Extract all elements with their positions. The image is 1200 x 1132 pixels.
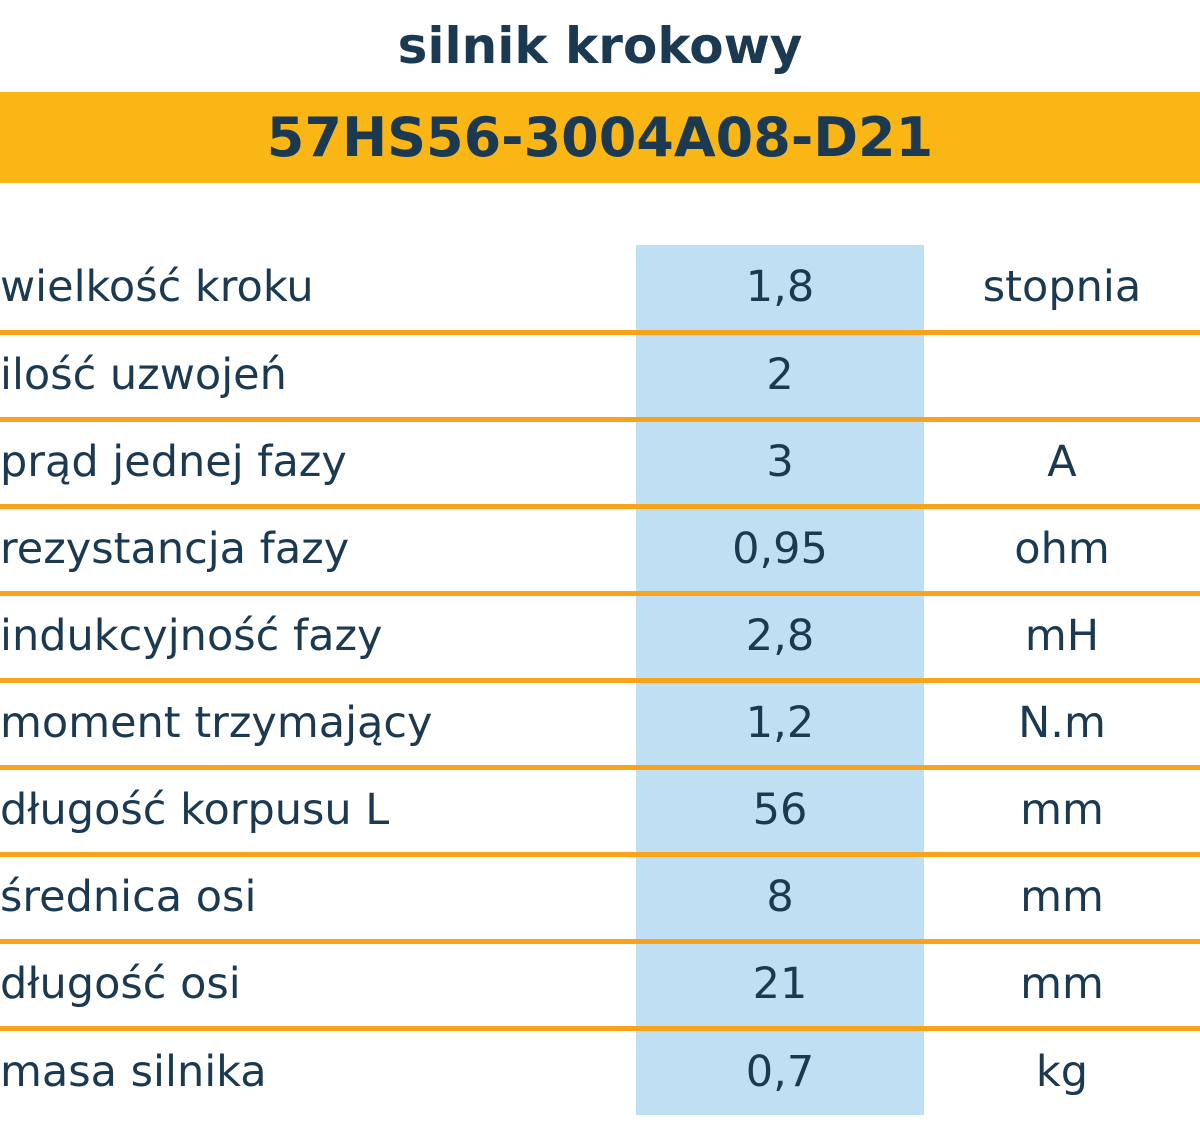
spec-unit: A	[924, 419, 1200, 506]
spec-value: 2	[636, 332, 924, 419]
spec-unit: mm	[924, 854, 1200, 941]
spec-name: długość osi	[0, 941, 636, 1028]
table-row	[0, 941, 1200, 1028]
spec-unit: kg	[1035, 1047, 1089, 1098]
table-row	[0, 680, 1200, 767]
table-row	[0, 245, 1200, 332]
spec-name: średnica osi	[0, 854, 636, 941]
spec-value: 21	[636, 941, 924, 1028]
spec-value: 1,2	[636, 680, 924, 767]
page-title: silnik krokowy	[397, 17, 803, 75]
title-band	[0, 0, 1200, 92]
spec-name: wielkość kroku	[0, 245, 636, 332]
specifications-table-body	[0, 245, 1200, 1115]
model-number: 57HS56-3004A08-D21	[266, 105, 934, 169]
spec-name: rezystancja fazy	[0, 506, 636, 593]
spec-value: 0,7	[636, 1028, 924, 1115]
table-row	[0, 332, 1200, 419]
specifications-table	[0, 245, 1200, 1115]
spec-unit: ohm	[924, 506, 1200, 593]
model-band	[0, 92, 1200, 183]
table-row	[0, 419, 1200, 506]
spec-value: 8	[636, 854, 924, 941]
spec-unit: mH	[924, 593, 1200, 680]
table-row	[0, 506, 1200, 593]
spec-unit: stopnia	[924, 245, 1200, 332]
table-row	[0, 593, 1200, 680]
spec-name: masa silnika	[0, 1047, 267, 1098]
spec-unit: mm	[924, 767, 1200, 854]
spec-value: 3	[636, 419, 924, 506]
spec-name: długość korpusu L	[0, 767, 636, 854]
spec-value: 56	[636, 767, 924, 854]
spec-value: 0,95	[636, 506, 924, 593]
spec-value: 2,8	[636, 593, 924, 680]
spec-name: ilość uzwojeń	[0, 332, 636, 419]
table-row	[0, 767, 1200, 854]
spec-unit: N.m	[924, 680, 1200, 767]
table-row	[0, 854, 1200, 941]
spec-unit	[924, 332, 1200, 419]
spec-name: prąd jednej fazy	[0, 419, 636, 506]
spacer	[0, 183, 1200, 245]
table-row	[0, 1028, 1200, 1115]
spec-unit: mm	[924, 941, 1200, 1028]
spec-name: moment trzymający	[0, 680, 636, 767]
spec-name: indukcyjność fazy	[0, 593, 636, 680]
spec-value: 1,8	[636, 245, 924, 332]
